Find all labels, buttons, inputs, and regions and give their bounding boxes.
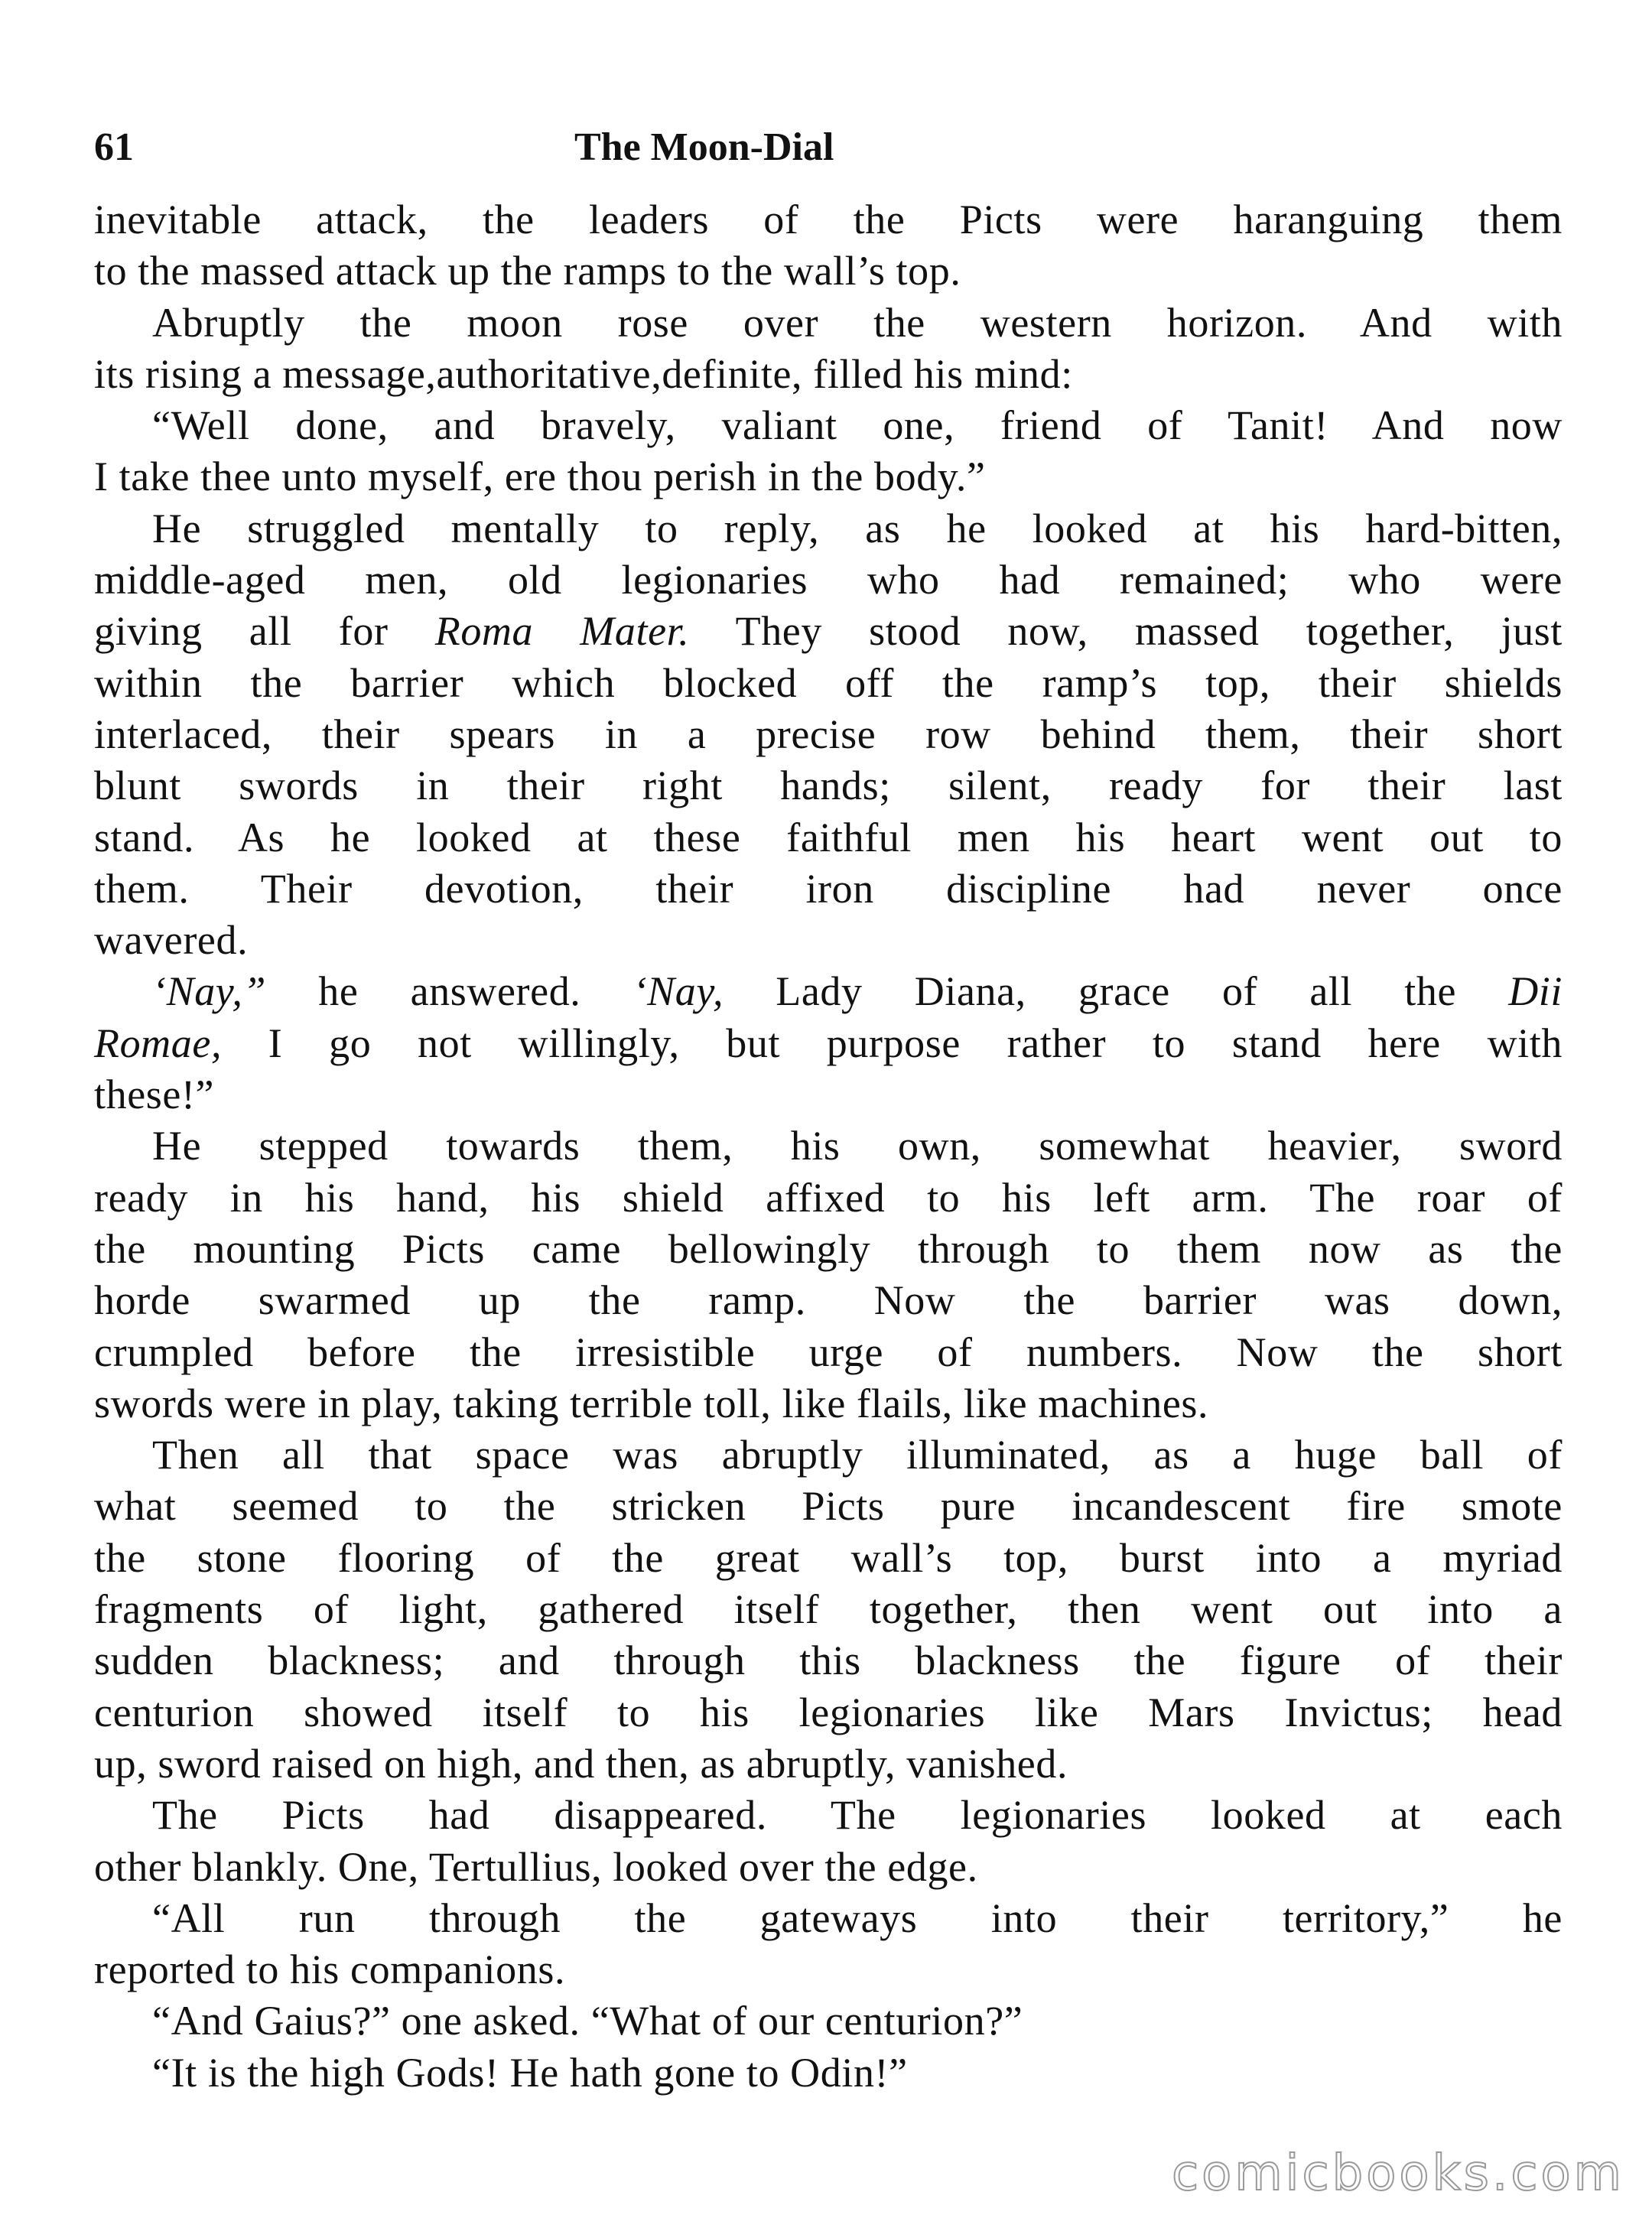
text-segment: sudden blackness; and through this blackness the figure of their	[94, 1637, 1563, 1684]
text-line	[94, 1378, 1563, 1429]
text-segment: wavered.	[94, 917, 249, 964]
text-line	[94, 1481, 1563, 1532]
text-line	[94, 863, 1563, 915]
running-title: The Moon-Dial	[574, 125, 834, 169]
watermark-logo: comicbooks.com	[1171, 2145, 1624, 2202]
text-segment: “Well done, and bravely, valiant one, friend of Tanit! And now	[152, 402, 1563, 449]
text-segment: They stood now, massed together, just	[689, 608, 1563, 655]
text-segment: stand. As he looked at these faithful men his heart went out to	[94, 814, 1563, 860]
page-header	[94, 121, 1563, 174]
text-segment: other blankly. One, Tertullius, looked over the edge.	[94, 1843, 978, 1890]
text-line	[94, 1584, 1563, 1635]
text-line	[94, 246, 1563, 297]
italic-text-segment: ‘Nay,”	[152, 968, 267, 1015]
text-line	[94, 1790, 1563, 1841]
italic-text-segment: Dii	[1508, 968, 1563, 1015]
italic-text-segment: ‘Nay,	[633, 968, 724, 1015]
text-segment: Abruptly the moon rose over the western horizon. And with	[152, 299, 1563, 346]
text-line	[94, 709, 1563, 760]
text-line	[94, 1224, 1563, 1275]
text-line	[94, 503, 1563, 554]
text-line	[94, 400, 1563, 451]
text-segment: “All run through the gateways into their territory,” he	[152, 1894, 1563, 1941]
text-segment: I take thee unto myself, ere thou perish in the body.”	[94, 454, 986, 500]
text-line	[94, 1995, 1563, 2047]
text-segment: the stone flooring of the great wall’s top, burst into a myriad	[94, 1534, 1563, 1581]
text-line	[94, 915, 1563, 966]
text-segment: giving all for	[94, 608, 435, 655]
text-segment: these!”	[94, 1072, 215, 1118]
text-segment: Lady Diana, grace of all the	[724, 968, 1509, 1015]
page-number: 61	[94, 125, 134, 169]
text-segment: Then all that space was abruptly illuminated, as a huge ball of	[152, 1432, 1563, 1478]
text-segment: ready in his hand, his shield affixed to his left arm. The roar of	[94, 1174, 1563, 1221]
text-segment: he answered.	[266, 968, 633, 1015]
text-line	[94, 451, 1563, 502]
text-line	[94, 658, 1563, 709]
text-line	[94, 298, 1563, 349]
text-line	[94, 1687, 1563, 1738]
text-line	[94, 1738, 1563, 1790]
text-line	[94, 194, 1563, 246]
text-line	[94, 1120, 1563, 1172]
text-segment: up, sword raised on high, and then, as abruptly, vanished.	[94, 1740, 1068, 1787]
text-line	[94, 606, 1563, 657]
text-segment: inevitable attack, the leaders of the Picts were haranguing them	[94, 197, 1563, 242]
text-segment: “It is the high Gods! He hath gone to Odin!”	[152, 2049, 908, 2096]
text-line	[94, 1018, 1563, 1069]
text-line	[94, 554, 1563, 606]
text-segment: them. Their devotion, their iron discipline had never once	[94, 865, 1563, 912]
text-segment: to the massed attack up the ramps to the wall’s top.	[94, 248, 961, 294]
text-segment: crumpled before the irresistible urge of numbers. Now the short	[94, 1329, 1563, 1375]
text-line	[94, 1893, 1563, 1944]
text-segment: fragments of light, gathered itself together, then went out into a	[94, 1586, 1563, 1633]
text-segment: centurion showed itself to his legionaries like Mars Invictus; head	[94, 1689, 1563, 1735]
text-segment: reported to his companions.	[94, 1946, 566, 1993]
italic-text-segment: Roma Mater.	[434, 608, 690, 655]
text-segment: its rising a message,authoritative,definite, filled his mind:	[94, 350, 1073, 397]
text-segment: horde swarmed up the ramp. Now the barrier was down,	[94, 1277, 1563, 1324]
text-line	[94, 1172, 1563, 1224]
italic-text-segment: Romae,	[94, 1020, 223, 1066]
text-line	[94, 966, 1563, 1017]
text-segment: He stepped towards them, his own, somewhat heavier, sword	[152, 1123, 1563, 1169]
text-line	[94, 2047, 1563, 2099]
text-segment: interlaced, their spears in a precise row behind them, their short	[94, 711, 1563, 757]
text-line	[94, 812, 1563, 863]
text-segment: The Picts had disappeared. The legionaries looked at each	[152, 1792, 1563, 1839]
text-segment: I go not willingly, but purpose rather to stand here with	[222, 1020, 1563, 1066]
text-line	[94, 1275, 1563, 1326]
text-line	[94, 1944, 1563, 1995]
text-line	[94, 1069, 1563, 1120]
text-line	[94, 1842, 1563, 1893]
text-segment: within the barrier which blocked off the ramp’s top, their shields	[94, 659, 1563, 706]
text-segment: “And Gaius?” one asked. “What of our centurion?”	[152, 1998, 1023, 2044]
text-line	[94, 1533, 1563, 1584]
text-line	[94, 760, 1563, 811]
text-segment: what seemed to the stricken Picts pure incandescent fire smote	[94, 1483, 1563, 1530]
text-line	[94, 349, 1563, 400]
text-segment: He struggled mentally to reply, as he looked at his hard-bitten,	[152, 505, 1563, 551]
text-line	[94, 1635, 1563, 1686]
text-segment: the mounting Picts came bellowingly through to them now as the	[94, 1225, 1563, 1272]
text-segment: blunt swords in their right hands; silent, ready for their last	[94, 763, 1563, 809]
text-line	[94, 1429, 1563, 1481]
body-text	[94, 194, 1563, 2099]
text-segment: swords were in play, taking terrible toll, like flails, like machines.	[94, 1380, 1209, 1426]
text-segment: middle-aged men, old legionaries who had remained; who were	[94, 557, 1563, 603]
text-line	[94, 1327, 1563, 1378]
